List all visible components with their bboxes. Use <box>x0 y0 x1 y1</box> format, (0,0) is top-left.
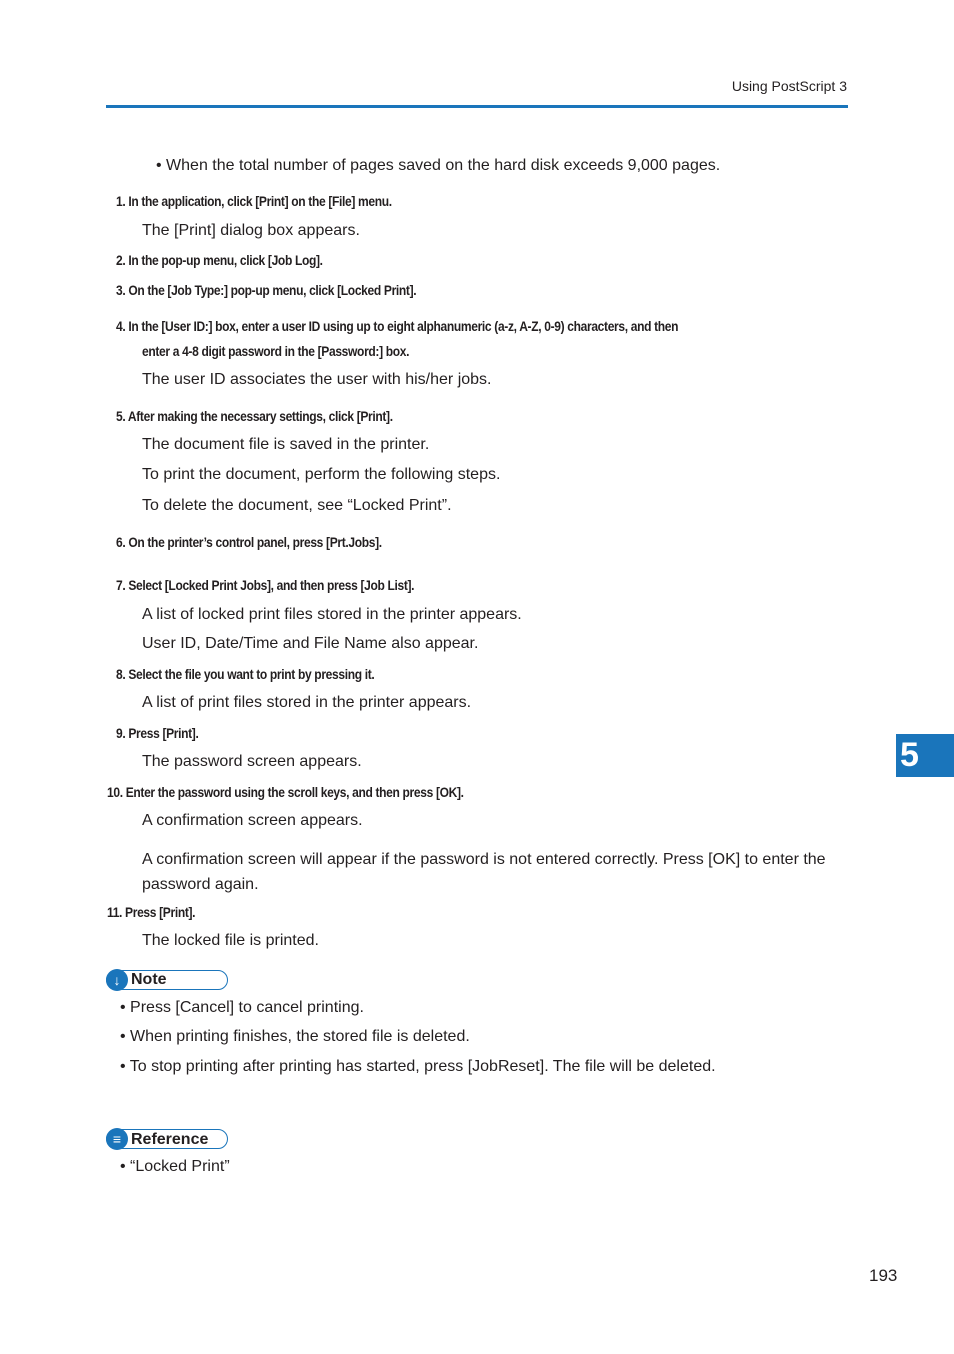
intro-bullet: • When the total number of pages saved on the hard disk exceeds 9,000 pages. <box>156 157 721 174</box>
step-7-text-1: A list of locked print files stored in the printer appears. <box>142 606 522 623</box>
step-2-heading: 2. In the pop-up menu, click [Job Log]. <box>116 252 323 268</box>
note-item-1: • Press [Cancel] to cancel printing. <box>120 999 364 1016</box>
page-number: 193 <box>869 1266 898 1285</box>
step-5-text-3: To delete the document, see “Locked Print”. <box>142 497 452 514</box>
running-header: Using PostScript 3 <box>731 78 847 94</box>
step-8-text: A list of print files stored in the printer appears. <box>142 694 472 711</box>
step-6-heading: 6. On the printer’s control panel, press [Prt.Jobs]. <box>116 534 382 550</box>
step-8-heading: 8. Select the file you want to print by pressing it. <box>116 666 375 682</box>
step-1-text: The [Print] dialog box appears. <box>142 222 360 239</box>
reference-icon: ≡ <box>106 1128 128 1150</box>
step-9-text: The password screen appears. <box>142 753 362 770</box>
chapter-tab: 5 <box>896 734 954 777</box>
note-item-2: • When printing finishes, the stored file is deleted. <box>120 1028 470 1045</box>
reference-label: Reference <box>131 1131 209 1148</box>
step-5-text-1: The document file is saved in the printer. <box>142 436 430 453</box>
step-11-text: The locked file is printed. <box>142 932 319 949</box>
step-4-text: The user ID associates the user with his/her jobs. <box>142 371 492 388</box>
step-10-heading: 10. Enter the password using the scroll keys, and then press [OK]. <box>107 784 464 800</box>
header-rule <box>106 105 848 108</box>
step-4-heading-cont: enter a 4-8 digit password in the [Password:] box. <box>142 343 410 359</box>
reference-item-1: • “Locked Print” <box>120 1158 230 1175</box>
step-10-text-2: A confirmation screen will appear if the password is not entered correctly. Press [OK] to enter the password again. <box>142 851 826 893</box>
step-7-heading: 7. Select [Locked Print Jobs], and then press [Job List]. <box>116 577 415 593</box>
step-9-heading: 9. Press [Print]. <box>116 725 199 741</box>
step-10-text-1: A confirmation screen appears. <box>142 812 363 829</box>
step-1-heading: 1. In the application, click [Print] on the [File] menu. <box>116 193 392 209</box>
step-4-heading: 4. In the [User ID:] box, enter a user ID using up to eight alphanumeric (a-z, A-Z, 0-9) characters, and then <box>116 318 679 334</box>
note-label: Note <box>131 971 167 988</box>
step-7-text-2: User ID, Date/Time and File Name also appear. <box>142 635 479 652</box>
step-5-heading: 5. After making the necessary settings, click [Print]. <box>116 408 393 424</box>
step-3-heading: 3. On the [Job Type:] pop-up menu, click [Locked Print]. <box>116 282 417 298</box>
note-item-3: • To stop printing after printing has started, press [JobReset]. The file will be deleted. <box>120 1058 716 1075</box>
down-arrow-icon: ↓ <box>106 969 128 991</box>
step-5-text-2: To print the document, perform the following steps. <box>142 466 501 483</box>
step-11-heading: 11. Press [Print]. <box>107 904 196 920</box>
